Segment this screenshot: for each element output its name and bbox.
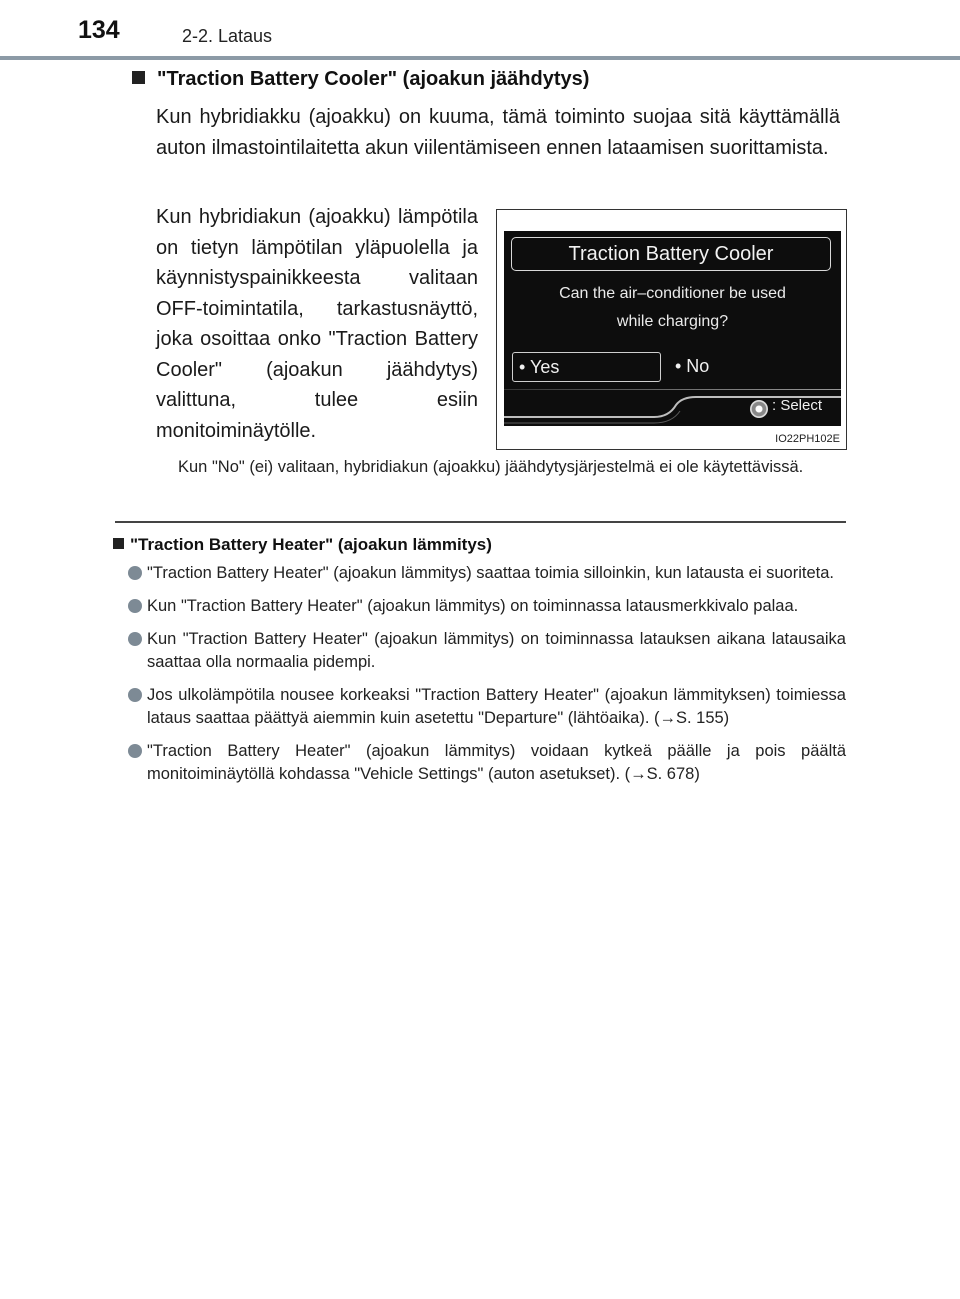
header-rule (0, 56, 960, 60)
list-item (128, 628, 846, 674)
cooler-intro-paragraph: Kun hybridiakku (ajoakku) on kuuma, tämä toiminto suojaa sitä käyttämällä auton ilmastointilaitetta akun viilentämiseen ennen lataamisen suorittamista. (156, 106, 840, 159)
list-item-text: "Traction Battery Heater" (ajoakun lämmitys) saattaa toimia silloinkin, kun latausta ei suoriteta. (147, 564, 834, 582)
list-item (128, 562, 846, 585)
heater-bullet-list (128, 562, 846, 796)
yes-option (512, 352, 661, 382)
list-item-text: Kun "Traction Battery Heater" (ajoakun lämmitys) on toiminnassa latauksen aikana latausaika saattaa olla normaalia pidempi. (147, 630, 846, 671)
page-number: 134 (78, 16, 120, 44)
list-item-text: Kun "Traction Battery Heater" (ajoakun lämmitys) on toiminnassa latausmerkkivalo palaa. (147, 597, 799, 615)
multi-info-display (504, 231, 841, 426)
screen-question-line-1: Can the air–conditioner be used (559, 285, 786, 302)
cooler-heading-text: "Traction Battery Cooler" (ajoakun jäähdytys) (157, 68, 590, 90)
round-bullet-icon (128, 566, 142, 580)
list-item (128, 595, 846, 618)
screen-divider (504, 389, 841, 390)
figure-code: IO22PH102E (775, 433, 840, 445)
heater-heading-text: "Traction Battery Heater" (ajoakun lämmitys) (130, 535, 492, 554)
list-item-text: "Traction Battery Heater" (ajoakun lämmitys) voidaan kytkeä päälle ja pois päältä monitoiminäytöllä kohdassa "Vehicle Settings" (auton asetukset). (→S. 678) (147, 742, 846, 783)
section-divider (115, 521, 846, 523)
page-header (0, 0, 960, 60)
round-bullet-icon (128, 599, 142, 613)
yes-option-label: • Yes (519, 357, 560, 377)
section-title: 2-2. Lataus (182, 26, 273, 46)
cooler-heading (132, 68, 589, 91)
cooler-screen-figure (496, 209, 847, 450)
square-bullet-icon (113, 538, 124, 549)
no-option-label: • No (675, 356, 710, 376)
cooler-note: Kun "No" (ei) valitaan, hybridiakun (ajoakku) jäähdytysjärjestelmä ei ole käytettävissä. (178, 458, 804, 476)
round-bullet-icon (128, 744, 142, 758)
round-bullet-icon (128, 632, 142, 646)
round-bullet-icon (128, 688, 142, 702)
list-item (128, 740, 846, 786)
square-bullet-icon (132, 71, 145, 84)
no-option (669, 352, 829, 380)
heater-heading (113, 535, 492, 555)
screen-title: Traction Battery Cooler (511, 237, 831, 271)
controller-dial-icon (750, 400, 768, 418)
list-item (128, 684, 846, 730)
list-item-text: Jos ulkolämpötila nousee korkeaksi "Traction Battery Heater" (ajoakun lämmityksen) toimiessa lataus saattaa päättyä aiemmin kuin asetettu "Departure" (lähtöaika). (→S. 155) (147, 686, 846, 727)
cooler-display-paragraph: Kun hybridiakun (ajoakku) lämpötila on tietyn lämpötilan yläpuolella ja käynnistyspainikkeesta valitaan OFF-toimintatila, tarkastusnäyttö, joka osoittaa onko "Traction Battery Cooler" (ajoakun jäähdytys) valittuna, tulee esiin monitoiminäytölle. (156, 206, 478, 442)
screen-question-line-2: while charging? (616, 313, 729, 330)
select-hint: : Select (772, 397, 823, 414)
